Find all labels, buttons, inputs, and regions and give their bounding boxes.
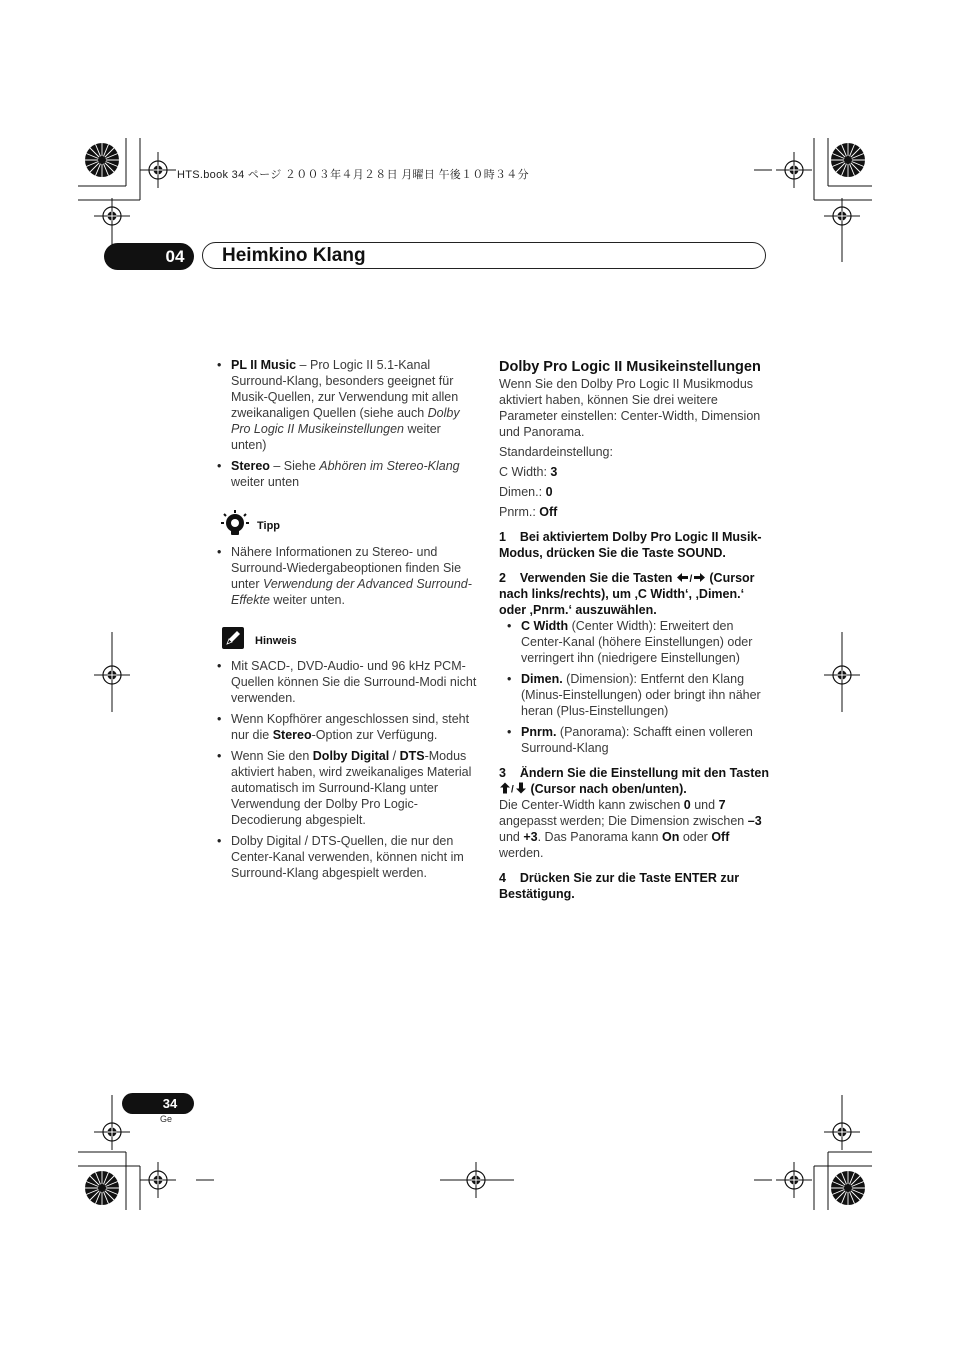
tip-header bbox=[217, 510, 479, 538]
default-pnrm: Pnrm.: Off bbox=[499, 505, 558, 519]
list-item-pl2-music: • PL II Music – Pro Logic II 5.1-Kanal Surround-Klang, besonders geeignet für Musik-Quellen, zur Verwendung mit allen zweikanaligen Quellen (siehe auch Dolby Pro Logic II Musikeinstellungen weiter unten) bbox=[217, 357, 479, 453]
tip-item: • Nähere Informationen zu Stereo- und Surround-Wiedergabeoptionen finden Sie unter Verwendung der Advanced Surround-Effekte weiter unten. bbox=[217, 544, 479, 608]
page-language: Ge bbox=[160, 1114, 173, 1124]
note-item-3: • Wenn Sie den Dolby Digital / DTS-Modus aktiviert haben, wird zweikanaliges Material automatisch im Surround-Klang unter Verwendung der Dolby Pro Logic-Decodierung abgespielt. bbox=[217, 748, 479, 828]
arrow-up-down-icon bbox=[499, 782, 527, 794]
svg-text:/: / bbox=[511, 784, 514, 794]
list-item-stereo: • Stereo – Siehe Abhören im Stereo-Klang weiter unten bbox=[217, 458, 479, 490]
step-2: 2 Verwenden Sie die Tasten / (Cursor nach links/rechts), um ‚C Width‘, ‚Dimen.‘ oder ‚Pnrm.‘ auszuwählen. bbox=[499, 571, 759, 617]
chapter-number: 04 bbox=[165, 247, 185, 266]
note-header bbox=[217, 627, 479, 651]
section-heading: Dolby Pro Logic II Musikeinstellungen bbox=[499, 359, 761, 375]
tip-label: Tipp bbox=[257, 520, 281, 532]
intro-paragraph: Wenn Sie den Dolby Pro Logic II Musikmodus aktiviert haben, können Sie drei weitere Parameter einstellen: Center-Width, Dimension und Panorama. bbox=[499, 377, 761, 439]
param-list bbox=[499, 618, 769, 756]
default-label: Standardeinstellung: bbox=[499, 445, 613, 459]
note-pencil-icon bbox=[222, 627, 244, 649]
param-item-dimen: • Dimen. (Dimension): Entfernt den Klang (Minus-Einstellungen) oder bringt ihn näher heran (Plus-Einstellungen) bbox=[507, 671, 769, 719]
param-item-pnrm: • Pnrm. (Panorama): Schafft einen volleren Surround-Klang bbox=[507, 724, 769, 756]
step-3-text: Die Center-Width kann zwischen 0 und 7 angepasst werden; Die Dimension zwischen –3 und +3. Das Panorama kann On oder Off werden. bbox=[499, 798, 762, 860]
param-item-cwidth: • C Width (Center Width): Erweitert den Center-Kanal (höhere Einstellungen) oder verringert ihn (niedrigere Einstellungen) bbox=[507, 618, 769, 666]
lightbulb-icon bbox=[221, 510, 249, 538]
step-4: 4 Drücken Sie zur die Taste ENTER zur Bestätigung. bbox=[499, 871, 743, 901]
step-1: 1 Bei aktiviertem Dolby Pro Logic II Musik-Modus, drücken Sie die Taste SOUND. bbox=[499, 530, 762, 560]
note-item-4: • Dolby Digital / DTS-Quellen, die nur den Center-Kanal verwenden, können nicht im Surround-Klang abgespielt werden. bbox=[217, 833, 479, 881]
default-cwidth: C Width: 3 bbox=[499, 465, 558, 479]
step-3: 3 Ändern Sie die Einstellung mit den Tasten / (Cursor nach oben/unten). bbox=[499, 766, 773, 796]
right-column bbox=[499, 358, 773, 902]
chapter-title: Heimkino Klang bbox=[222, 245, 366, 266]
book-header: HTS.book 34 ページ ２００３年４月２８日 月曜日 午後１０時３４分 bbox=[177, 169, 529, 181]
arrow-left-right-icon bbox=[676, 572, 706, 583]
left-column bbox=[217, 357, 479, 881]
note-item-2: • Wenn Kopfhörer angeschlossen sind, steht nur die Stereo-Option zur Verfügung. bbox=[217, 711, 479, 743]
default-dimen: Dimen.: 0 bbox=[499, 485, 553, 499]
note-label: Hinweis bbox=[255, 635, 297, 647]
note-item-1: • Mit SACD-, DVD-Audio- und 96 kHz PCM-Quellen können Sie die Surround-Modi nicht verwenden. bbox=[217, 658, 479, 706]
svg-text:/: / bbox=[689, 574, 693, 583]
page-number: 34 bbox=[162, 1096, 178, 1111]
